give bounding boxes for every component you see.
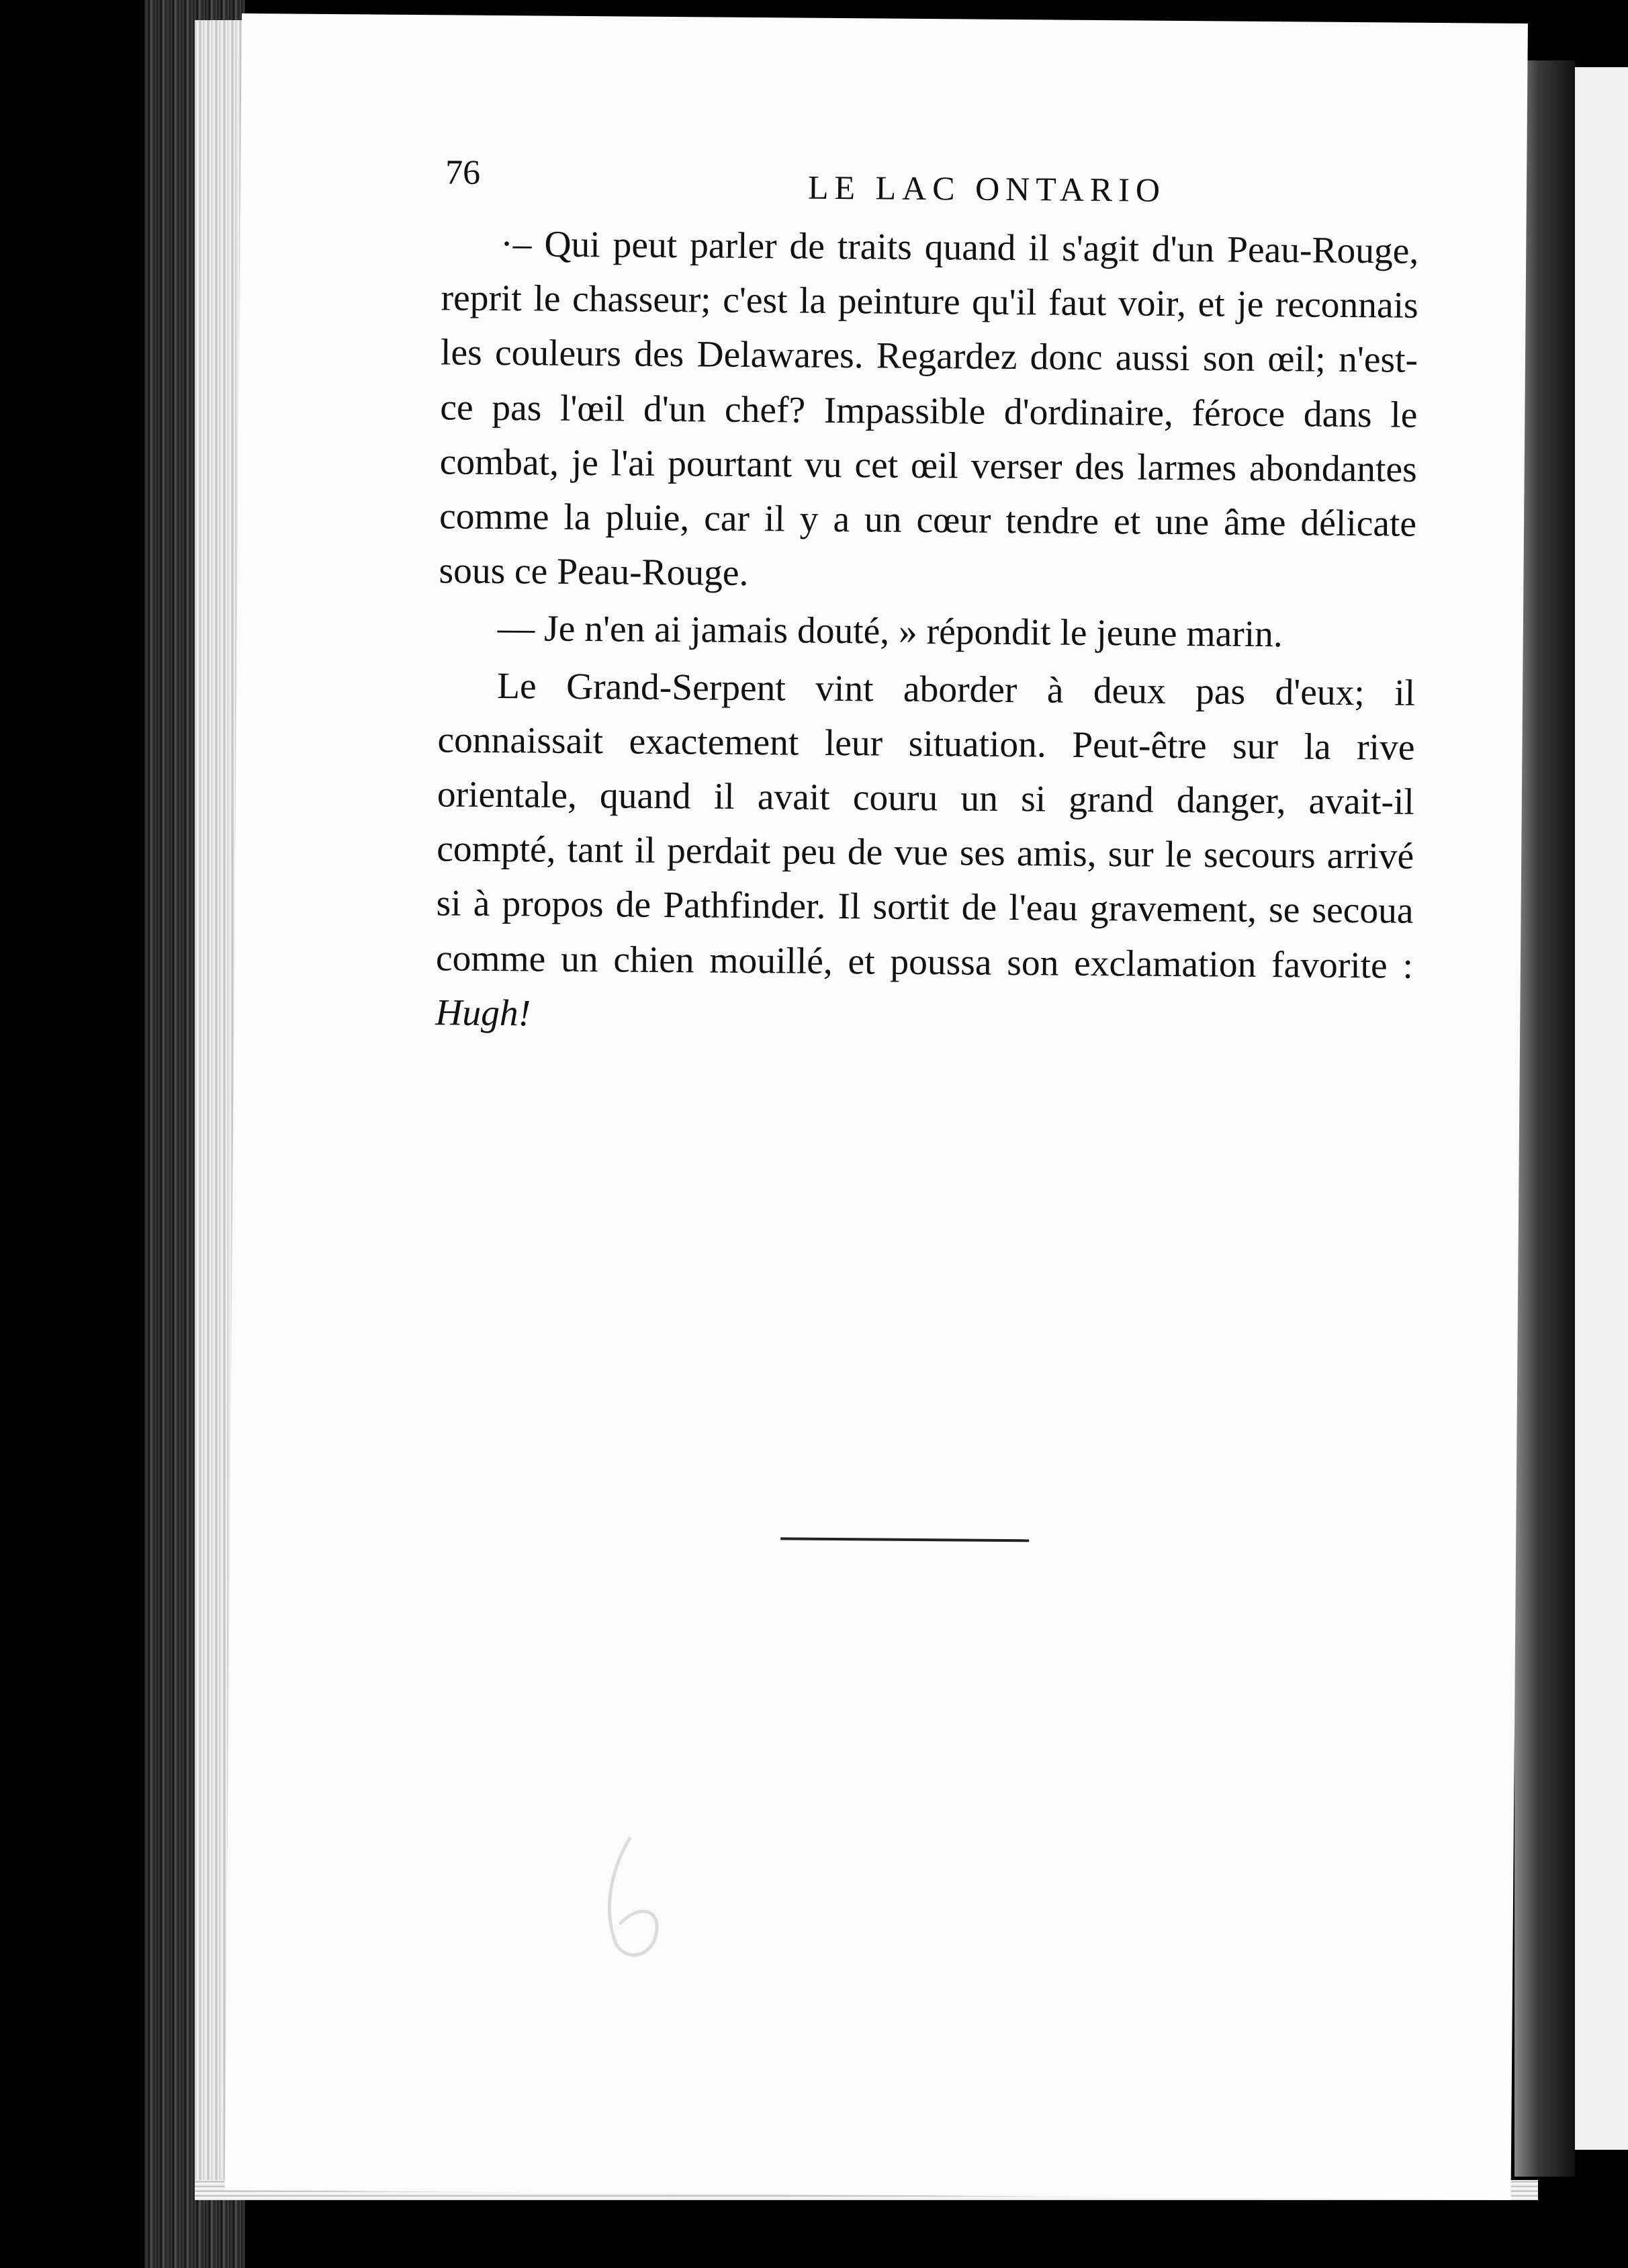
exclamation-italic: Hugh!	[435, 992, 531, 1035]
paragraph-3	[435, 658, 1415, 1048]
paragraph-1: ·– Qui peut parler de traits quand il s'agit d'un Peau-Rouge, reprit le chasseur; c'est la peinture qu'il faut voir, et je reconnais les couleurs des Delawares. Regardez donc aussi son œil; n'est-ce pas l'œil d'un chef? Impassible d'ordinaire, féroce dans le combat, je l'ai pourtant vu cet œil verser des larmes abondantes comme la pluie, car il y a un cœur tendre et une âme délicate sous ce Peau-Rouge.	[439, 224, 1419, 595]
running-header	[445, 152, 1399, 209]
paragraph-3-text: Le Grand-Serpent vint aborder à deux pas d'eux; il connaissait exactement leur situation. Peut-être sur la rive orientale, quand il avait couru un si grand danger, avait-il compté, tant il perdait peu de vue ses amis, sur le secours arrivé si à propos de Pathfinder. Il sortit de l'eau gravement, se secoua comme un chien mouillé, et poussa son exclamation favorite :	[435, 665, 1416, 987]
section-end-rule	[780, 1537, 1029, 1542]
running-title: LE LAC ONTARIO	[807, 168, 1167, 209]
paragraph-2: — Je n'en ai jamais douté, » répondit le jeune marin.	[497, 608, 1283, 656]
page-number: 76	[445, 153, 481, 192]
pencil-mark-icon	[589, 1830, 671, 1965]
book-page	[225, 13, 1528, 2200]
body-text	[435, 216, 1419, 1047]
facing-page-edge	[1575, 67, 1628, 2150]
